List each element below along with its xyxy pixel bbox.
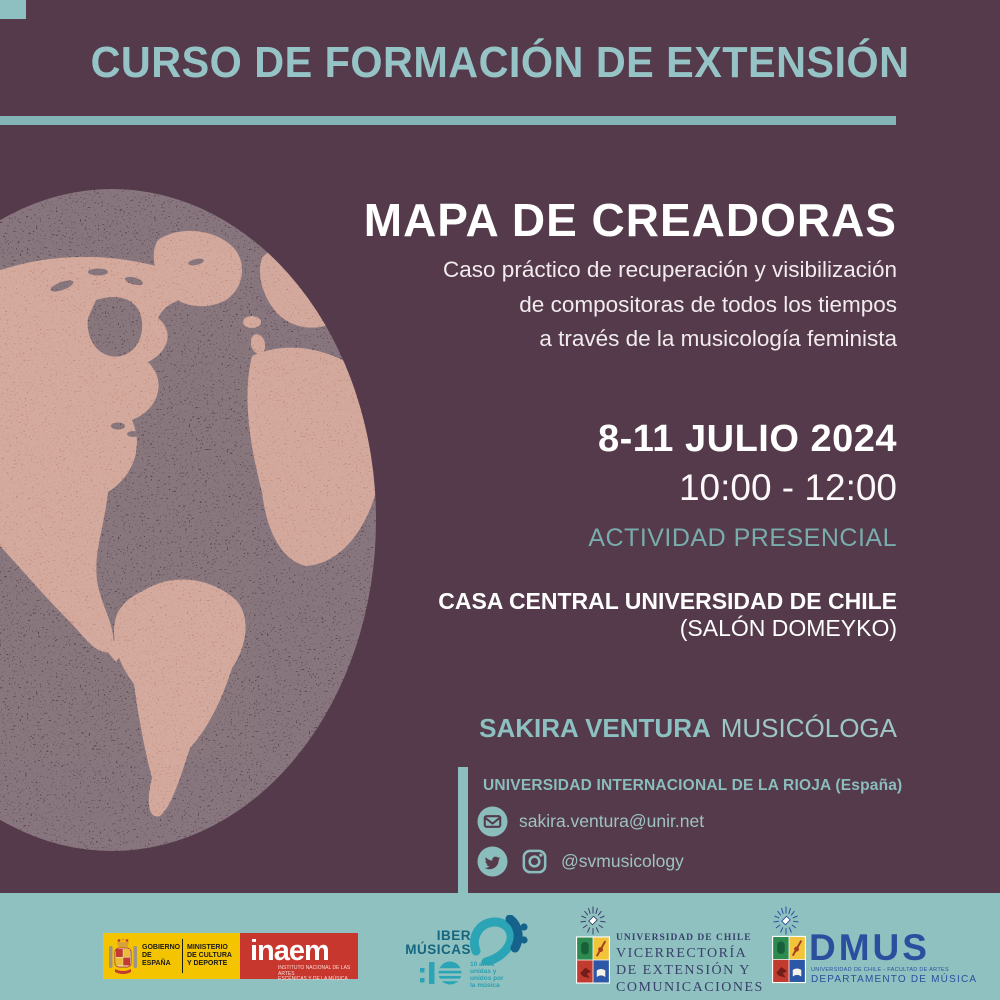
social-row [477, 846, 684, 877]
uchile-starburst-icon [579, 905, 607, 936]
instagram-icon [519, 846, 550, 877]
logo-universidad-de-chile [574, 905, 764, 995]
world-globe-image [0, 0, 400, 1000]
speaker-role: MUSICÓLOGA [720, 713, 897, 743]
event-modality: ACTIVIDAD PRESENCIAL [588, 524, 897, 552]
logo-dmus [770, 905, 978, 989]
uchile-shield-icon [576, 936, 610, 984]
venue-room: (SALÓN DOMEYKO) [679, 615, 897, 641]
contact-accent-bar [458, 767, 468, 893]
uchile-text: UNIVERSIDAD DE CHILE VICERRECTORÍA DE EXTENSIÓN Y COMUNICACIONES [616, 933, 764, 995]
inaem-subtitle: INSTITUTO NACIONAL DE LAS ARTES ESCÉNICAS Y DE LA MÚSICA [278, 965, 351, 982]
spain-coat-of-arms-icon [108, 936, 138, 976]
email-icon [477, 806, 508, 837]
gobierno-label: GOBIERNO DE ESPAÑA [142, 944, 181, 967]
ministerio-label: MINISTERIO DE CULTURA Y DEPORTE [187, 944, 232, 967]
ibermusicas-tagline: 10 años unidas y unidos por la música [470, 961, 504, 989]
logo-ibermusicas [406, 915, 531, 991]
dmus-shield-icon [772, 935, 806, 984]
logo-inaem [240, 933, 358, 982]
gobierno-divider [182, 939, 183, 973]
email-row [477, 806, 704, 837]
logo-gobierno-espana [103, 933, 240, 979]
speaker-affiliation: UNIVERSIDAD INTERNACIONAL DE LA RIOJA (España) [483, 777, 903, 794]
twitter-icon [477, 846, 508, 877]
ibermusicas-wordmark: IBER MÚSICAS [405, 928, 471, 957]
event-venue [438, 588, 897, 642]
venue-name: CASA CENTRAL UNIVERSIDAD DE CHILE [438, 588, 897, 614]
dmus-starburst-icon [772, 905, 800, 936]
poster-title: MAPA DE CREADORAS [363, 194, 897, 246]
event-time: 10:00 - 12:00 [678, 467, 897, 508]
ibermusicas-10-mark [420, 959, 466, 987]
subtitle-line-3: a través de la musicología feminista [539, 326, 897, 351]
speaker-name: SAKIRA VENTURA [479, 713, 711, 743]
speaker-line [479, 713, 897, 744]
footer-logo-strip [0, 893, 1000, 1000]
subtitle-line-1: Caso práctico de recuperación y visibilización [443, 257, 897, 282]
logo-gobierno-inaem [103, 933, 358, 982]
inaem-wordmark: inaem [250, 935, 329, 967]
poster-subtitle [443, 253, 897, 357]
course-header-title: CURSO DE FORMACIÓN DE EXTENSIÓN [90, 38, 910, 87]
social-handle-text: @svmusicology [561, 851, 684, 871]
dmus-department: DEPARTAMENTO DE MÚSICA [811, 974, 978, 985]
dmus-wordmark: DMUS [809, 927, 930, 968]
bass-clef-icon [468, 915, 528, 965]
email-text: sakira.ventura@unir.net [519, 811, 705, 831]
subtitle-line-2: de compositoras de todos los tiempos [519, 291, 897, 317]
event-date: 8-11 JULIO 2024 [597, 418, 897, 460]
dmus-subtitle: UNIVERSIDAD DE CHILE - FACULTAD DE ARTES [811, 967, 949, 973]
